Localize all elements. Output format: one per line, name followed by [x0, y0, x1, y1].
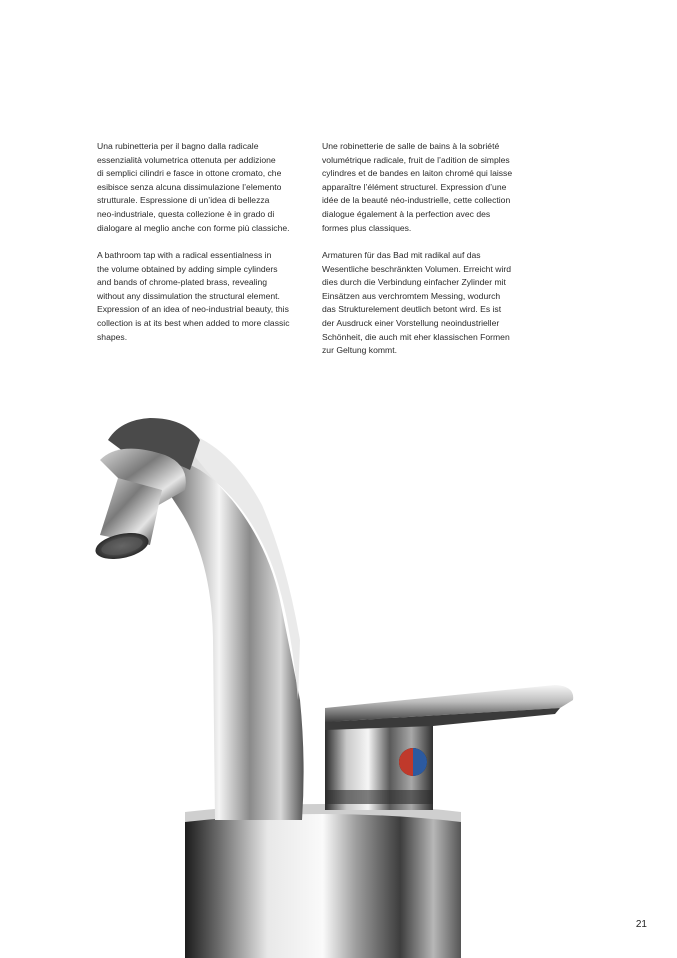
- italian-description: Una rubinetteria per il bagno dalla radicale essenzialità volumetrica ottenuta per addizione di semplici cilindri e fasce in ottone cromato, che esibisce senza alcuna dissimulazione l’elemento strutturale. Espressione di un’idea di bellezza neo-industriale, questa collezione è in grado di dialogare al meglio anche con forme più classiche.: [97, 141, 290, 233]
- mixer-lever: [325, 685, 573, 730]
- german-description: Armaturen für das Bad mit radikal auf das Wesentliche beschränkten Volumen. Erreicht wird dies durch die Verbindung einfacher Zylinder mit Einsätzen aus verchromtem Messing, wodurch das Strukturelement deutlich betont wird. Es ist der Ausdruck einer Vorstellung neoindustrieller Schönheit, die auch mit eher klassischen Formen zur Geltung kommt.: [322, 250, 511, 356]
- french-description: Une robinetterie de salle de bains à la sobriété volumétrique radicale, fruit de l’adition de simples cylindres et de bandes en laiton chromé qui laisse apparaître l’élément structurel. Expression d’une idée de la beauté néo-industrielle, cette collection dialogue également à la perfection avec des formes plus classiques.: [322, 141, 513, 233]
- english-description: A bathroom tap with a radical essentialness in the volume obtained by adding simple cylinders and bands of chrome-plated brass, revealing without any dissimulation the structural element. Expression of an idea of neo-industrial beauty, this collection is at its best when added to more classic shapes.: [97, 250, 290, 342]
- page-number: 21: [635, 919, 647, 930]
- mixer-cartridge: [325, 718, 433, 810]
- faucet-base: [185, 804, 461, 958]
- aerator-nozzle: [93, 449, 186, 564]
